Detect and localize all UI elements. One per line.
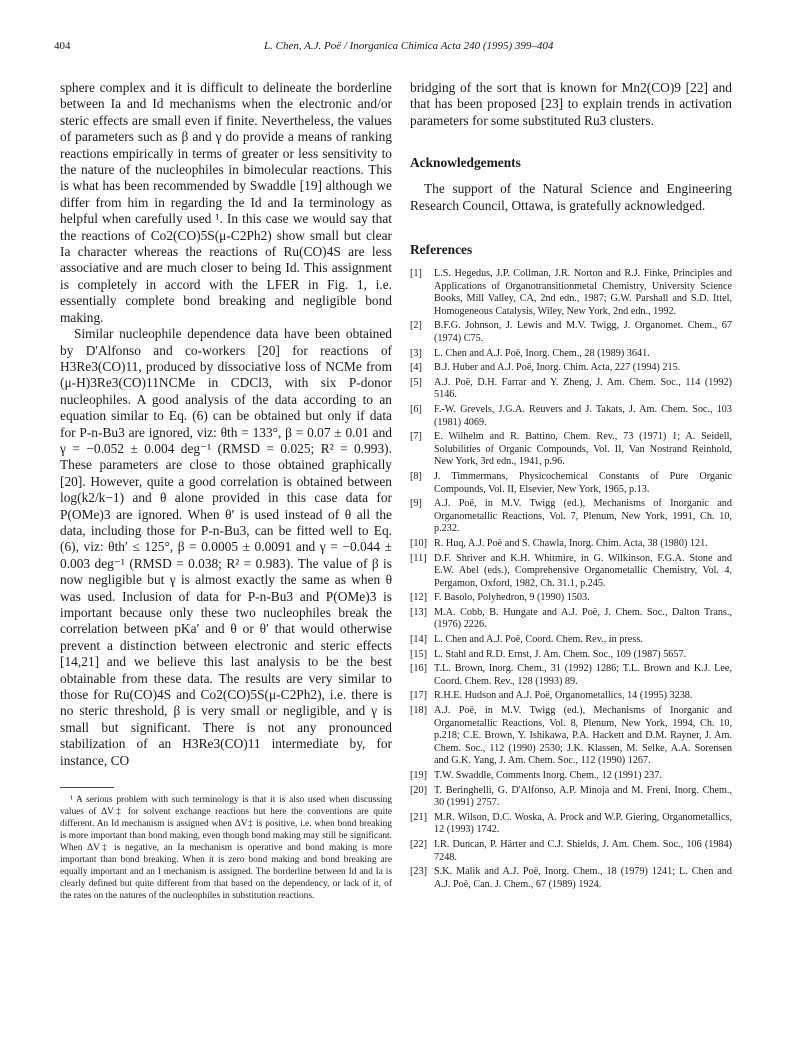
reference-item <box>410 839 732 864</box>
reference-number: [13] <box>410 606 427 618</box>
reference-number: [14] <box>410 634 427 646</box>
reference-number: [3] <box>410 347 422 359</box>
reference-number: [21] <box>410 811 427 823</box>
reference-item <box>410 705 732 768</box>
reference-text: F. Basolo, Polyhedron, 9 (1990) 1503. <box>434 592 590 604</box>
reference-item <box>410 607 732 632</box>
reference-item <box>410 770 732 783</box>
reference-text: I.R. Duncan, P. Härter and C.J. Shields, J. Am. Chem. Soc., 106 (1984) 7248. <box>434 838 732 863</box>
reference-item <box>410 649 732 662</box>
reference-text: T. Beringhelli, G. D'Alfonso, A.P. Minoja and M. Freni, Inorg. Chem., 30 (1991) 2757. <box>434 784 732 809</box>
reference-number: [11] <box>410 552 427 564</box>
reference-text: T.L. Brown, Inorg. Chem., 31 (1992) 1286; T.L. Brown and K.J. Lee, Coord. Chem. Rev., 128 (1993) 89. <box>434 663 732 687</box>
reference-item <box>410 785 732 810</box>
reference-number: [5] <box>410 376 422 388</box>
reference-number: [23] <box>410 866 427 878</box>
reference-item <box>410 471 732 496</box>
reference-item <box>410 690 732 703</box>
reference-text: R.H.E. Hudson and A.J. Poë, Organometallics, 14 (1995) 3238. <box>434 690 693 702</box>
reference-number: [4] <box>410 362 422 374</box>
reference-text: T.W. Swaddle, Comments Inorg. Chem., 12 (1991) 237. <box>434 770 662 781</box>
body-paragraph: bridging of the sort that is known for Mn2(CO)9 [22] and that has been proposed [23] to explain trends in activation parameters for some substituted Ru3 clusters. <box>410 80 732 128</box>
left-column <box>60 80 392 902</box>
reference-number: [6] <box>410 403 422 415</box>
page-header <box>54 40 734 56</box>
reference-list <box>410 268 732 891</box>
reference-number: [17] <box>410 690 427 702</box>
running-title: L. Chen, A.J. Poë / Inorganica Chimica Acta 240 (1995) 399–404 <box>264 40 554 52</box>
reference-number: [22] <box>410 838 427 850</box>
reference-text: L. Chen and A.J. Poë, Inorg. Chem., 28 (1989) 3641. <box>434 347 650 359</box>
reference-number: [12] <box>410 592 427 604</box>
reference-number: [1] <box>410 268 422 280</box>
reference-text: B.J. Huber and A.J. Poë, Inorg. Chim. Acta, 227 (1994) 215. <box>434 362 681 374</box>
footnote: ¹ A serious problem with such terminology is that it is also used when discussing values of ΔV‡ for solvent exchange reactions but here the conventions are quite different. An Id mechanism is assigned when ΔV‡ is positive, i.e. when bond breaking is more important than bond making, even though bond making may still be significant. When ΔV‡ is negative, an Ia mechanism is operative and bond making is more important than bond breaking. When it is zero bond making and bond breaking are equally important and an I mechanism is assigned. The borderline between Id and Ia is clearly defined but quite different from that based on the dependency, or lack of it, of the rates on the natures of the nucleophiles in substitution reactions. <box>60 795 392 902</box>
right-column <box>410 80 732 893</box>
body-paragraph: sphere complex and it is difficult to delineate the borderline between Ia and Id mechanisms when the electronic and/or steric effects are small even if finite. Nevertheless, the values of parameters such as β and γ do provide a means of ranking reactions empirically in terms of greater or less sensitivity to the nature of the nucleophiles in bimolecular reactions. This is what has been recommended by Swaddle [19] although we differ from him in regarding the Id and Ia terminology as helpful when carefully used ¹. In this case we would say that the reactions of Co2(CO)5S(μ-C2Ph2) show small but clear Ia character whereas the reactions of Ru(CO)4S are less associative and are much closer to being Id. This assignment is completely in accord with the LFER in Fig. 1, i.e. essentially complete bond breaking and negligible bond making. <box>60 80 392 325</box>
reference-text: L.S. Hegedus, J.P. Collman, J.R. Norton and R.J. Finke, Principles and Applications of Organotransitionmetal Chemistry, University Science Books, Mill Valley, CA, 2nd edn., 1987; G.W. Parshall and S.D. Ittel, Homogeneous Catalysis, Wiley, New York, 2nd edn., 1992. <box>434 268 732 317</box>
reference-item <box>410 634 732 647</box>
reference-item <box>410 538 732 551</box>
reference-number: [20] <box>410 784 427 796</box>
reference-number: [15] <box>410 648 427 660</box>
reference-item <box>410 268 732 318</box>
reference-text: M.R. Wilson, D.C. Woska, A. Prock and W.P. Giering, Organometallics, 12 (1993) 1742. <box>434 811 732 836</box>
reference-text: S.K. Malik and A.J. Poë, Inorg. Chem., 18 (1979) 1241; L. Chen and A.J. Poë, Can. J. Chem., 67 (1989) 1924. <box>434 866 732 890</box>
reference-text: E. Wilhelm and R. Battino, Chem. Rev., 73 (1971) 1; A. Seidell, Solubilities of Organic Compounds, Vol. II, Van Nostrand Reinhold, New York, 3rd edn., 1941, p.96. <box>434 431 732 468</box>
reference-text: R. Huq, A.J. Poë and S. Chawla, Inorg. Chim. Acta, 38 (1980) 121. <box>434 537 708 549</box>
reference-number: [7] <box>410 431 422 443</box>
reference-item <box>410 320 732 345</box>
reference-text: J. Timmermans, Physicochemical Constants of Pure Organic Compounds, Vol. II, Elsevier, New York, 1965, p.13. <box>434 470 732 495</box>
reference-text: A.J. Poë, in M.V. Twigg (ed.), Mechanisms of Inorganic and Organometallic Reactions, Vol. 7, Plenum, New York, 1991, Ch. 10, p.232. <box>434 498 732 535</box>
reference-item <box>410 663 732 688</box>
reference-number: [9] <box>410 498 422 510</box>
references-heading: References <box>410 242 473 258</box>
reference-text: A.J. Poë, D.H. Farrar and Y. Zheng, J. Am. Chem. Soc., 114 (1992) 5146. <box>434 376 732 401</box>
reference-item <box>410 592 732 605</box>
reference-item <box>410 431 732 469</box>
reference-item <box>410 404 732 429</box>
page-number: 404 <box>54 40 71 52</box>
reference-item <box>410 377 732 402</box>
reference-item <box>410 812 732 837</box>
reference-number: [16] <box>410 663 427 675</box>
reference-text: A.J. Poë, in M.V. Twigg (ed.), Mechanisms of Inorganic and Organometallic Reactions, Vol. 8, Plenum, New York, 1994, Ch. 10, p.218; C.E. Brown, Y. Ishikawa, P.A. Hackett and D.M. Rayner, J. Am. Chem. Soc., 112 (1990) 2530; J.K. Klassen, M. Selke, A.A. Sorensen and G.K. Yang, J. Am. Chem. Soc., 112 (1990) 1267. <box>434 705 732 767</box>
reference-text: L. Chen and A.J. Poë, Coord. Chem. Rev., in press. <box>434 634 643 646</box>
reference-number: [18] <box>410 705 427 717</box>
reference-text: M.A. Cobb, B. Hungate and A.J. Poë, J. Chem. Soc., Dalton Trans., (1976) 2226. <box>434 606 732 631</box>
acknowledgements-heading: Acknowledgements <box>410 155 521 171</box>
reference-number: [2] <box>410 320 422 332</box>
acknowledgements-text: The support of the Natural Science and Engineering Research Council, Ottawa, is gratefully acknowledged. <box>410 181 732 213</box>
reference-text: F.-W. Grevels, J.G.A. Reuvers and J. Takats, J. Am. Chem. Soc., 103 (1981) 4069. <box>434 403 732 428</box>
reference-item <box>410 348 732 361</box>
reference-number: [10] <box>410 537 427 549</box>
reference-item <box>410 498 732 536</box>
body-paragraph: Similar nucleophile dependence data have been obtained by D'Alfonso and co-workers [20] for reactions of H3Re3(CO)11, produced by dissociative loss of NCMe from (μ-H)3Re3(CO)11NCMe in CDCl3, with six P-donor nucleophiles. A good analysis of the data according to an equation similar to Eq. (6) can be obtained but only if data for P-n-Bu3 are ignored, viz: θth = 133°, β = 0.07 ± 0.01 and γ = −0.052 ± 0.004 deg⁻¹ (RMSD = 0.025; R² = 0.993). These parameters are close to those obtained graphically [20]. However, quite a good correlation is obtained between log(k2/k−1) and θ alone provided in this case data for P(OMe)3 are ignored. When θ′ is used instead of θ all the data, including those for P-n-Bu3, can be fitted well to Eq. (6), viz: θth′ ≤ 125°, β = 0.0005 ± 0.0091 and γ = −0.044 ± 0.003 deg⁻¹ (RMSD = 0.038; R² = 0.983). The value of β is now negligible but γ is almost exactly the same as when θ was used. Inclusion of data for P-n-Bu3 and P(OMe)3 is important because only these two nucleophiles break the correlation between pKa′ and θ or θ′ that would otherwise prevent a distinction between electronic and steric effects [14,21] and we believe this last analysis to be the best obtainable from these data. The results are very similar to those for Ru(CO)4S and Co2(CO)5S(μ-C2Ph2), i.e. there is no steric threshold, β is very small or negligible, and γ is small but significant. There is not any pronounced stabilization of an H3Re3(CO)11 intermediate by, for instance, CO <box>60 326 392 768</box>
reference-item <box>410 553 732 591</box>
reference-item <box>410 362 732 375</box>
footnote-divider <box>60 787 114 788</box>
reference-number: [8] <box>410 470 422 482</box>
reference-number: [19] <box>410 770 427 781</box>
reference-text: B.F.G. Johnson, J. Lewis and M.V. Twigg, J. Organomet. Chem., 67 (1974) C75. <box>434 320 732 344</box>
reference-text: L. Stahl and R.D. Ernst, J. Am. Chem. Soc., 109 (1987) 5657. <box>434 648 687 660</box>
reference-item <box>410 866 732 891</box>
reference-text: D.F. Shriver and K.H. Whitmire, in G. Wilkinson, F.G.A. Stone and E.W. Abel (eds.), Comprehensive Organometallic Chemistry, Vol. 4, Pergamon, Oxford, 1982, Ch. 31.1, p.245. <box>434 552 732 589</box>
